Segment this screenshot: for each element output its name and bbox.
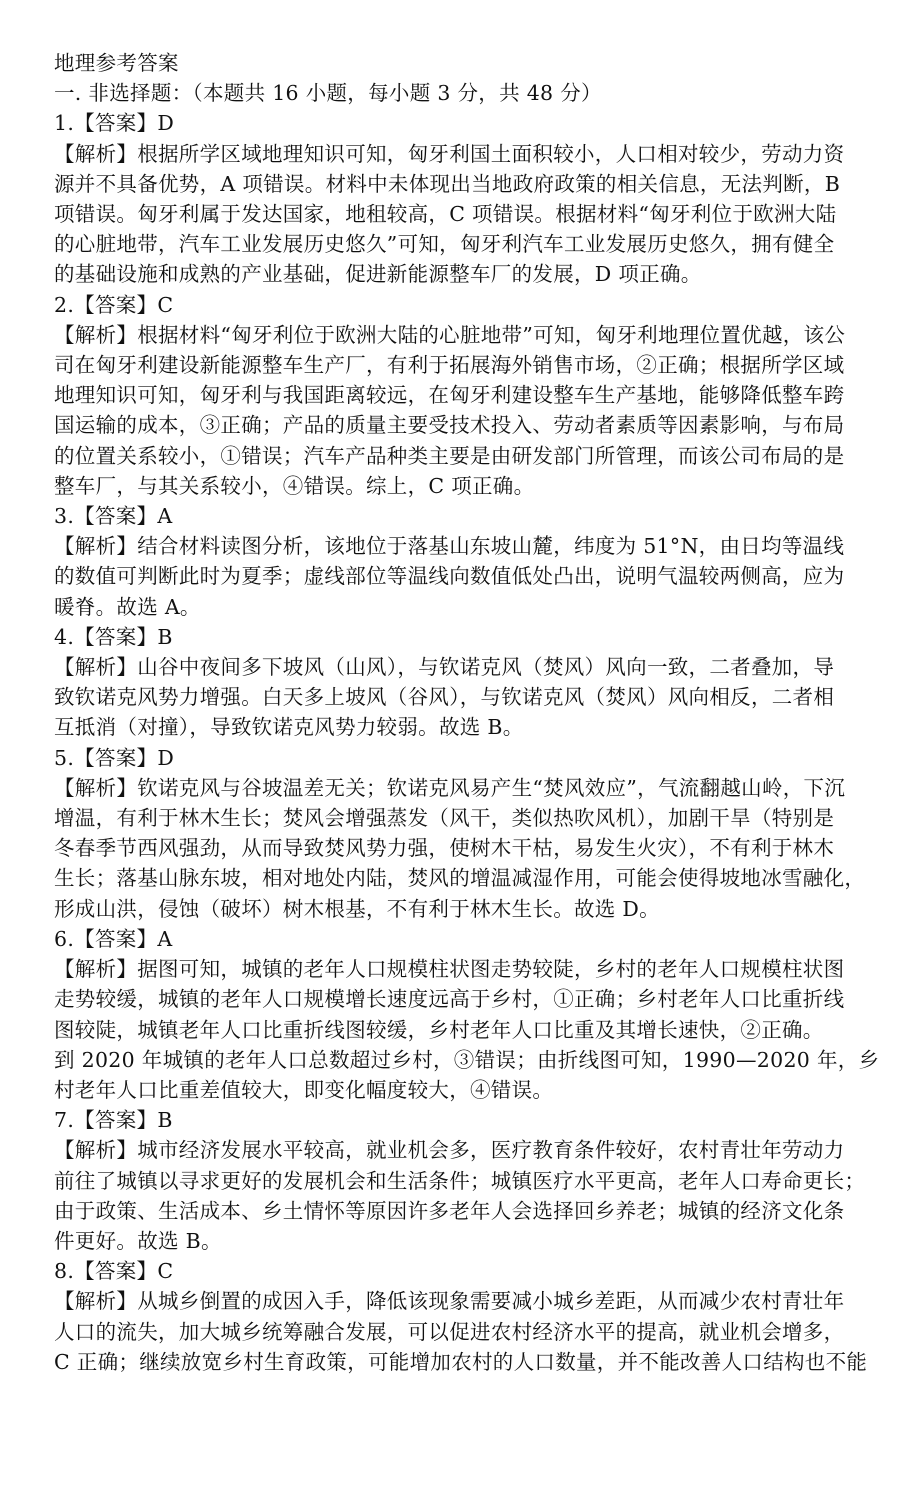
question-4: [54, 622, 864, 743]
answer-label: 2.【答案】C: [54, 292, 174, 317]
analysis-line: 冬春季节西风强劲，从而导致焚风势力强，使树木干枯，易发生火灾），不有利于林木: [54, 836, 835, 861]
analysis-line: 由于政策、生活成本、乡土情怀等原因许多老年人会选择回乡养老；城镇的经济文化条: [54, 1198, 845, 1223]
answer-document: [54, 48, 880, 1377]
section-heading: 一. 非选择题：（本题共 16 小题，每小题 3 分，共 48 分）: [54, 81, 602, 106]
answer-label: 8.【答案】C: [54, 1259, 174, 1284]
question-2: [54, 290, 864, 501]
analysis-line: 互抵消（对撞），导致钦诺克风势力较弱。故选 B。: [54, 715, 524, 740]
analysis-line: 地理知识可知，匈牙利与我国距离较远，在匈牙利建设整车生产基地，能够降低整车跨: [54, 383, 845, 408]
analysis-line: 致钦诺克风势力增强。白天多上坡风（谷风），与钦诺克风（焚风）风向相反，二者相: [54, 685, 835, 710]
analysis-line: 整车厂，与其关系较小，④错误。综上，C 项正确。: [54, 473, 535, 498]
answer-label: 1.【答案】D: [54, 111, 175, 136]
answer-label: 3.【答案】A: [54, 504, 173, 529]
analysis-line: 【解析】城市经济发展水平较高，就业机会多，医疗教育条件较好，农村青壮年劳动力: [54, 1138, 845, 1163]
answer-label: 6.【答案】A: [54, 926, 173, 951]
analysis-line: C 正确；继续放宽乡村生育政策，可能增加农村的人口数量，并不能改善人口结构也不能: [54, 1349, 868, 1374]
question-5: [54, 743, 864, 924]
analysis-line: 司在匈牙利建设新能源整车生产厂，有利于拓展海外销售市场，②正确；根据所学区域: [54, 353, 845, 378]
analysis-line: 【解析】山谷中夜间多下坡风（山风），与钦诺克风（焚风）风向一致，二者叠加，导: [54, 655, 835, 680]
analysis-line: 形成山洪，侵蚀（破坏）树木根基，不有利于林木生长。故选 D。: [54, 896, 660, 921]
analysis-line: 项错误。匈牙利属于发达国家，地租较高，C 项错误。根据材料“匈牙利位于欧洲大陆: [54, 202, 837, 227]
analysis-line: 前往了城镇以寻求更好的发展机会和生活条件；城镇医疗水平更高，老年人口寿命更长；: [54, 1168, 866, 1193]
analysis-line: 国运输的成本，③正确；产品的质量主要受技术投入、劳动者素质等因素影响，与布局: [54, 413, 845, 438]
analysis-line: 生长；落基山脉东坡，相对地处内陆，焚风的增温减湿作用，可能会使得坡地冰雪融化，: [54, 866, 866, 891]
analysis-line: 的心脏地带，汽车工业发展历史悠久”可知，匈牙利汽车工业发展历史悠久，拥有健全: [54, 232, 835, 257]
analysis-line: 图较陡，城镇老年人口比重折线图较缓，乡村老年人口比重及其增长速快，②正确。: [54, 1017, 824, 1042]
analysis-line: 【解析】据图可知，城镇的老年人口规模柱状图走势较陡，乡村的老年人口规模柱状图: [54, 957, 845, 982]
document-title: 地理参考答案: [54, 51, 179, 75]
analysis-line: 增温，有利于林木生长；焚风会增强蒸发（风干，类似热吹风机），加剧干旱（特别是: [54, 806, 835, 831]
analysis-line: 暖脊。故选 A。: [54, 594, 201, 619]
analysis-line: 源并不具备优势，A 项错误。材料中未体现出当地政府政策的相关信息，无法判断，B: [54, 171, 841, 196]
question-6: [54, 924, 880, 1105]
analysis-line: 走势较缓，城镇的老年人口规模增长速度远高于乡村，①正确；乡村老年人口比重折线: [54, 987, 845, 1012]
analysis-line: 【解析】从城乡倒置的成因入手，降低该现象需要减小城乡差距，从而减少农村青壮年: [54, 1289, 845, 1314]
analysis-line: 到 2020 年城镇的老年人口总数超过乡村，③错误；由折线图可知，1990—2020 年，乡: [54, 1047, 880, 1072]
analysis-line: 村老年人口比重差值较大，即变化幅度较大，④错误。: [54, 1077, 554, 1102]
analysis-line: 【解析】钦诺克风与谷坡温差无关；钦诺克风易产生“焚风效应”，气流翻越山岭，下沉: [54, 775, 846, 800]
analysis-line: 人口的流失，加大城乡统筹融合发展，可以促进农村经济水平的提高，就业机会增多，: [54, 1319, 845, 1344]
analysis-line: 【解析】根据材料“匈牙利位于欧洲大陆的心脏地带”可知，匈牙利地理位置优越，该公: [54, 322, 846, 347]
analysis-line: 的数值可判断此时为夏季；虚线部位等温线向数值低处凸出，说明气温较两侧高，应为: [54, 564, 845, 589]
answer-label: 4.【答案】B: [54, 624, 173, 649]
analysis-line: 件更好。故选 B。: [54, 1228, 222, 1253]
analysis-line: 的位置关系较小，①错误；汽车产品种类主要是由研发部门所管理，而该公司布局的是: [54, 443, 845, 468]
question-1: [54, 108, 864, 289]
answer-label: 5.【答案】D: [54, 745, 175, 770]
question-7: [54, 1105, 864, 1256]
analysis-line: 【解析】根据所学区域地理知识可知，匈牙利国土面积较小，人口相对较少，劳动力资: [54, 141, 845, 166]
answer-label: 7.【答案】B: [54, 1108, 173, 1133]
analysis-line: 【解析】结合材料读图分析，该地位于落基山东坡山麓，纬度为 51°N，由日均等温线: [54, 534, 845, 559]
question-8: [54, 1256, 868, 1377]
question-3: [54, 501, 864, 622]
analysis-line: 的基础设施和成熟的产业基础，促进新能源整车厂的发展，D 项正确。: [54, 262, 702, 287]
